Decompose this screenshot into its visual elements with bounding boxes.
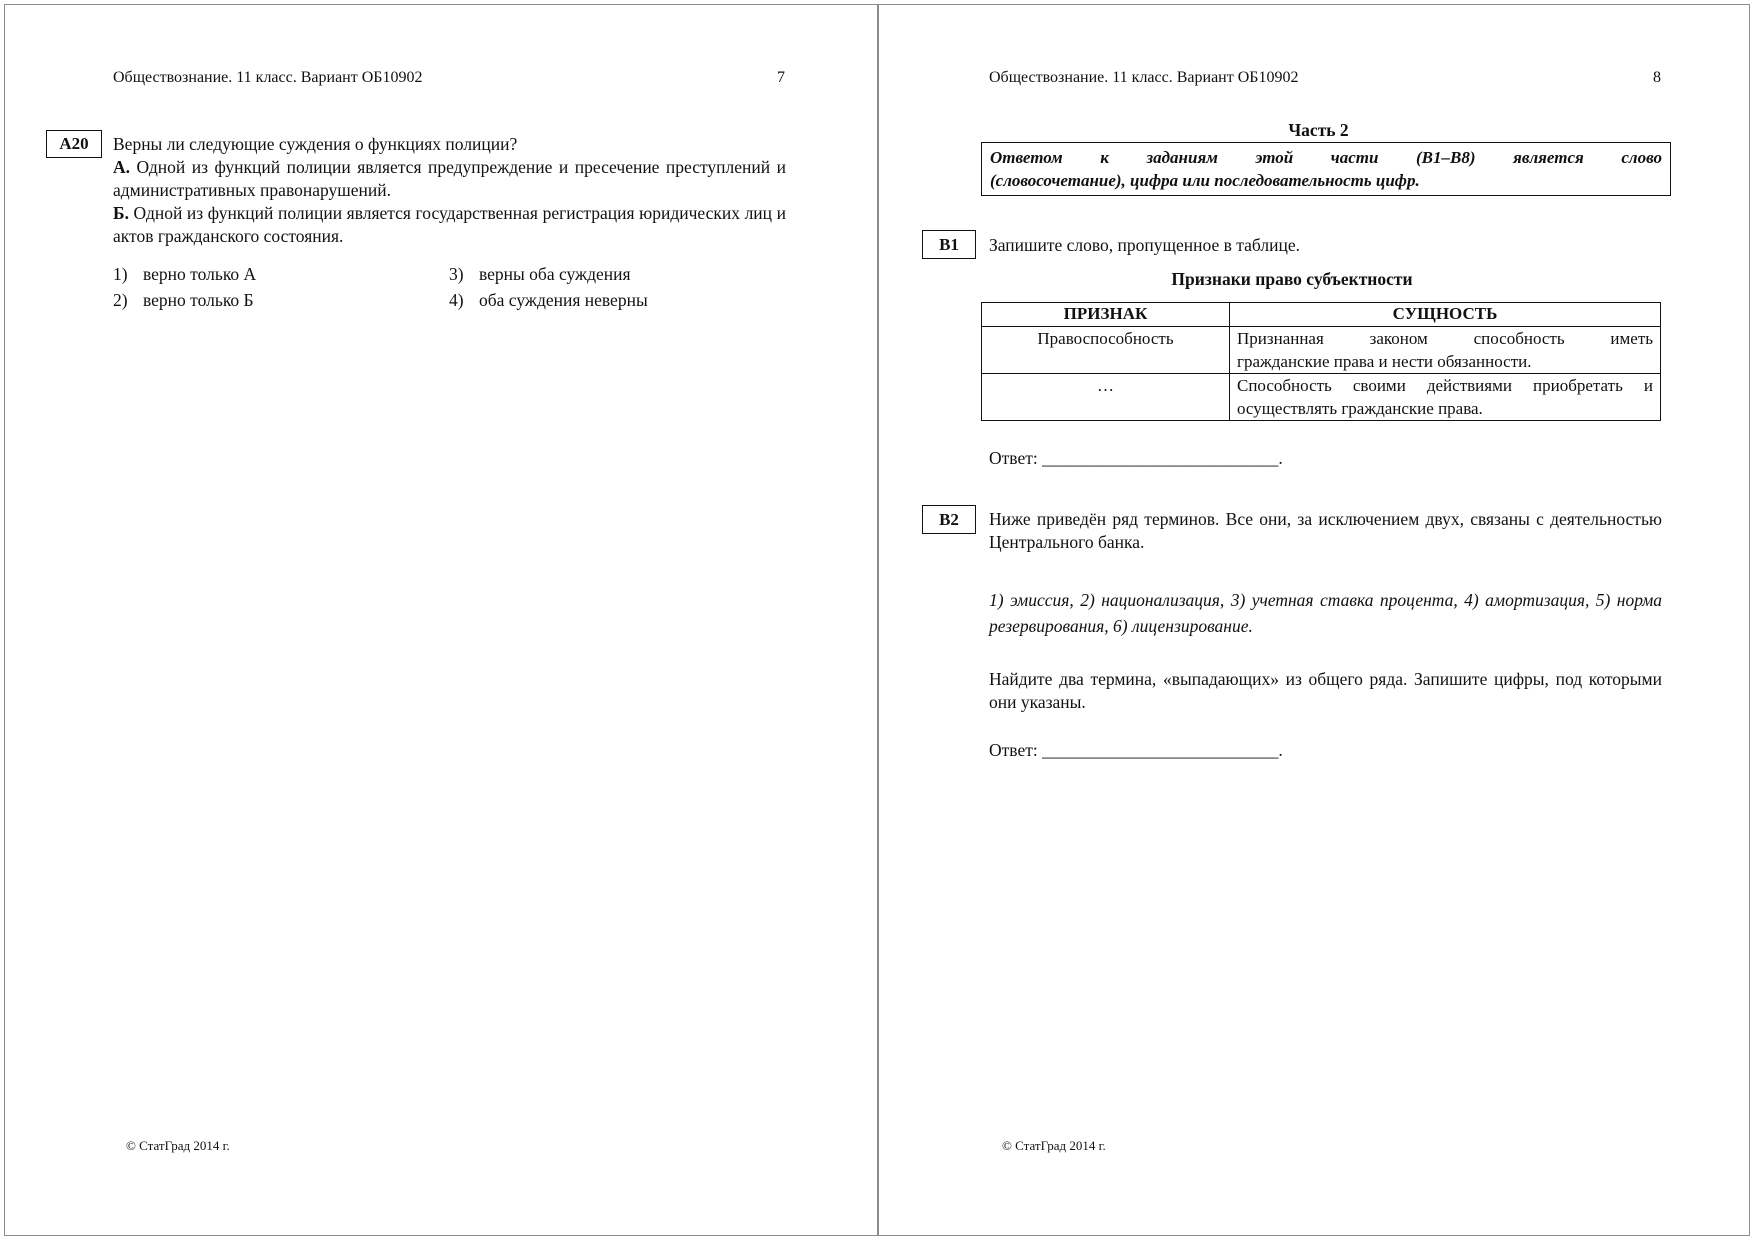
right-header-title: Обществознание. 11 класс. Вариант ОБ10902 bbox=[989, 69, 1299, 86]
task-b2-intro: Ниже приведён ряд терминов. Все они, за исключением двух, связаны с деятельностью Центрального банка. bbox=[989, 509, 1662, 552]
task-b2-terms: 1) эмиссия, 2) национализация, 3) учетная ставка процента, 4) амортизация, 5) норма резервирования, 6) лицензирование. bbox=[989, 590, 1662, 636]
b1-col-header-essence: СУЩНОСТЬ bbox=[1230, 303, 1661, 327]
task-b2-instruction: Найдите два термина, «выпадающих» из общего ряда. Запишите цифры, под которыми они указаны. bbox=[989, 669, 1662, 712]
left-header-title: Обществознание. 11 класс. Вариант ОБ10902 bbox=[113, 69, 423, 86]
task-a20-statement-b: Б. Одной из функций полиции является государственная регистрация юридических лиц и актов гражданского состояния. bbox=[113, 203, 786, 246]
task-label-b2: В2 bbox=[922, 505, 976, 534]
task-label-b1: В1 bbox=[922, 230, 976, 259]
task-b1-instruction: Запишите слово, пропущенное в таблице. bbox=[989, 235, 1300, 255]
left-footer: © СтатГрад 2014 г. bbox=[126, 1138, 230, 1153]
b1-table-title: Признаки право субъектности bbox=[1171, 269, 1413, 289]
task-a20-statement-a: А. Одной из функций полиции является предупреждение и пресечение преступлений и административных правонарушений. bbox=[113, 157, 786, 200]
task-a20-body bbox=[113, 133, 786, 248]
b1-cell-sign-blank: … bbox=[982, 374, 1230, 421]
table-row bbox=[982, 327, 1661, 374]
part-title: Часть 2 bbox=[1288, 120, 1349, 140]
left-page-number: 7 bbox=[777, 69, 785, 86]
b1-answer-line: Ответ: ___________________________. bbox=[989, 448, 1283, 468]
answer-option-3: 3) верны оба суждения bbox=[449, 264, 631, 284]
right-page-number: 8 bbox=[1653, 69, 1661, 86]
b2-answer-line: Ответ: ___________________________. bbox=[989, 740, 1283, 760]
b1-table bbox=[981, 302, 1661, 421]
task-a20-question: Верны ли следующие суждения о функциях полиции? bbox=[113, 134, 518, 154]
b1-cell-essence: Способность своими действиями приобретать и осуществлять гражданские права. bbox=[1230, 374, 1661, 421]
b1-col-header-sign: ПРИЗНАК bbox=[982, 303, 1230, 327]
answer-option-4: 4) оба суждения неверны bbox=[449, 290, 648, 310]
part-instructions: Ответом к заданиям этой части (В1–В8) является слово (словосочетание), цифра или последовательность цифр. bbox=[981, 142, 1671, 196]
b1-table-header-row bbox=[982, 303, 1661, 327]
answer-option-2: 2) верно только Б bbox=[113, 290, 254, 310]
b1-cell-essence: Признанная законом способность иметь гражданские права и нести обязанности. bbox=[1230, 327, 1661, 374]
right-footer: © СтатГрад 2014 г. bbox=[1002, 1138, 1106, 1153]
task-label-a20: A20 bbox=[46, 130, 102, 158]
table-row bbox=[982, 374, 1661, 421]
b1-cell-sign: Правоспособность bbox=[982, 327, 1230, 374]
answer-option-1: 1) верно только А bbox=[113, 264, 257, 284]
